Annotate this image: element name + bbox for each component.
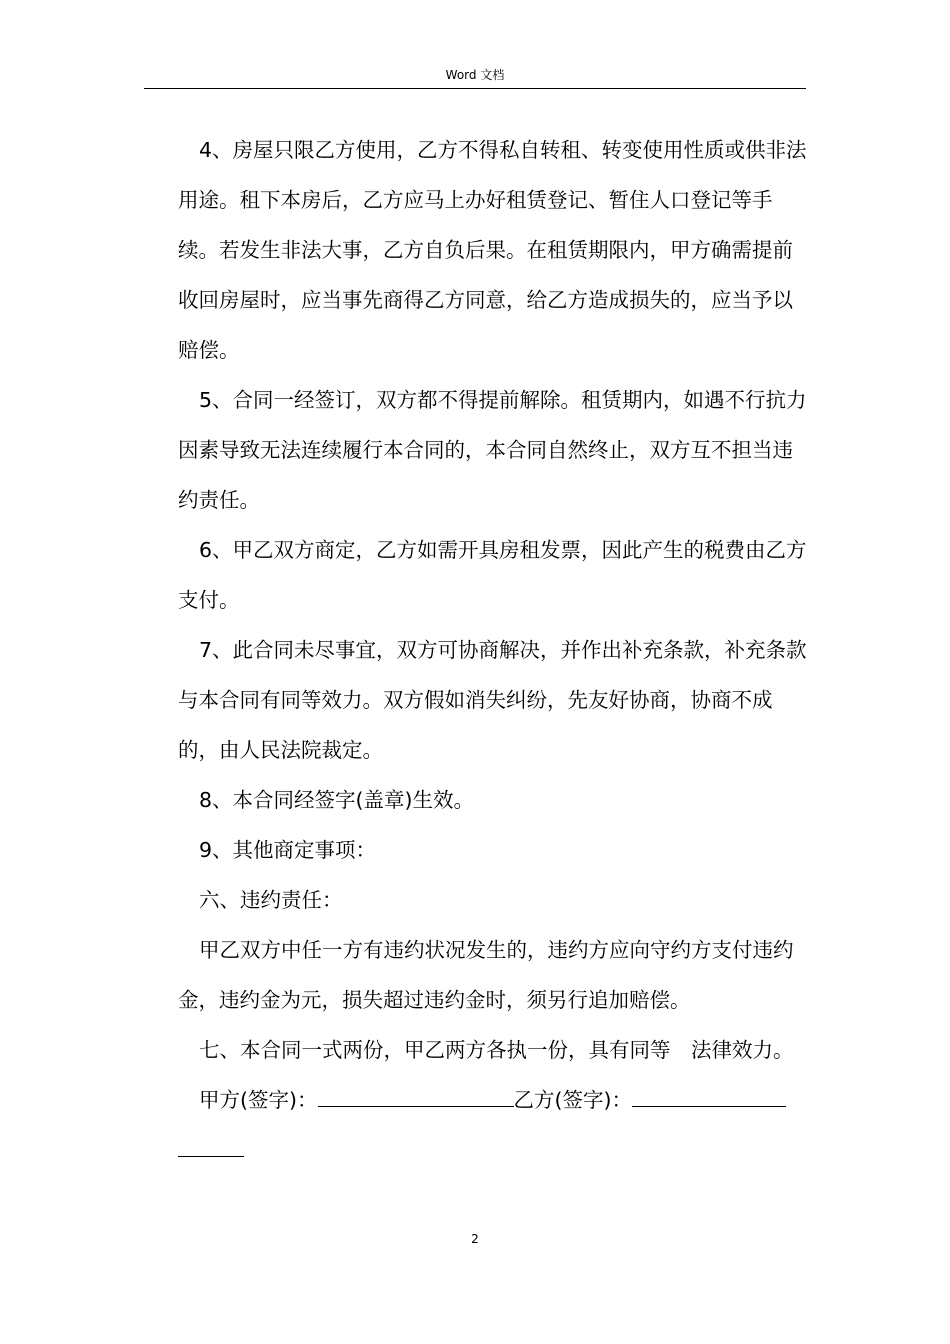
party-a-signature-blank: [318, 1082, 514, 1107]
party-a-label: 甲方(签字)：: [199, 1088, 318, 1112]
clause-7: 7、此合同未尽事宜，双方可协商解决，并作出补充条款，补充条款与本合同有同等效力。双方假如消失纠纷，先友好协商，协商不成的，由人民法院裁定。: [178, 638, 807, 762]
breach-clause: 甲乙双方中任一方有违约状况发生的，违约方应向守约方支付违约金，违约金为元，损失超过违约金时，须另行追加赔偿。: [178, 938, 794, 1012]
clause-6: 6、甲乙双方商定，乙方如需开具房租发票，因此产生的税费由乙方支付。: [178, 538, 807, 612]
party-b-signature-blank: [632, 1082, 786, 1107]
clause-5: 5、合同一经签订，双方都不得提前解除。租赁期内，如遇不行抗力因素导致无法连续履行本合同的，本合同自然终止，双方互不担当违约责任。: [178, 388, 807, 512]
page-number: 2: [471, 1232, 479, 1246]
copies-clause: 七、本合同一式两份，甲乙两方各执一份，具有同等 法律效力。: [199, 1038, 794, 1062]
clause-9: 9、其他商定事项：: [199, 838, 377, 862]
page-header: [144, 66, 806, 89]
section-breach-heading: 六、违约责任：: [199, 888, 343, 912]
party-b-label: 乙方(签字)：: [513, 1088, 632, 1112]
document-body: [178, 125, 808, 1175]
clause-8: 8、本合同经签字(盖章)生效。: [199, 788, 475, 812]
signature-line-continued: [178, 1125, 808, 1175]
clause-4: 4、房屋只限乙方使用，乙方不得私自转租、转变使用性质或供非法用途。租下本房后，乙方应马上办好租赁登记、暂住人口登记等手续。若发生非法大事，乙方自负后果。在租赁期限内，甲方确需提前收回房屋时，应当事先商得乙方同意，给乙方造成损失的，应当予以赔偿。: [178, 138, 807, 362]
header-title: Word 文档: [445, 68, 505, 82]
party-b-signature-blank-continued: [178, 1132, 244, 1157]
signature-line: [178, 1075, 808, 1125]
